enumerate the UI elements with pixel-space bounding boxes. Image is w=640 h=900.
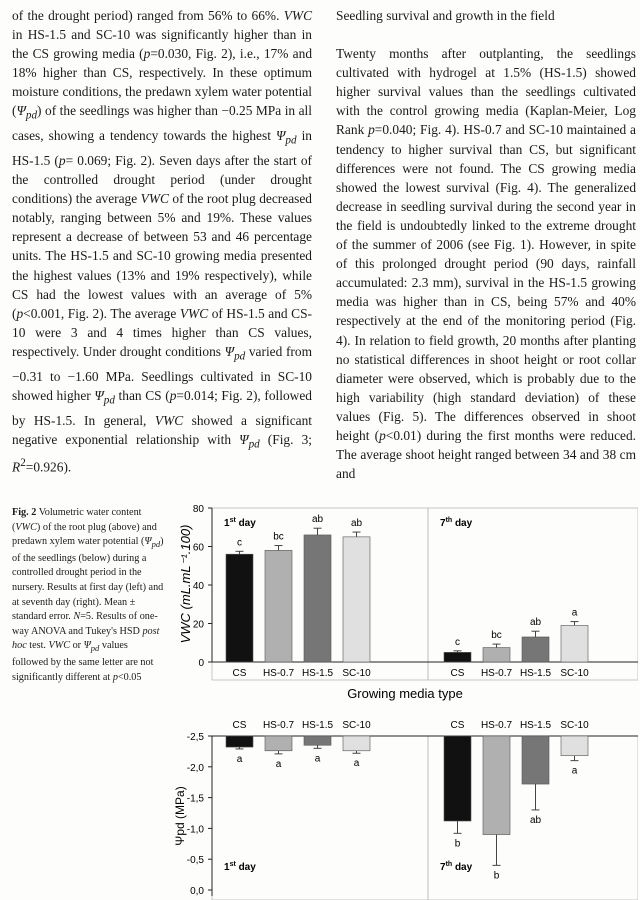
bar-CS [444,736,471,821]
right-text-column [336,6,636,483]
vwc-y-axis-label: VWC (mL.mL⁻¹.100) [178,524,193,644]
significance-letter: a [236,753,243,765]
x-tick-label: SC-10 [560,668,589,679]
x-tick-label: SC-10 [560,720,589,731]
x-tick-label: HS-0.7 [480,720,513,731]
significance-letter: ab [529,617,542,629]
x-tick-label: HS-0.7 [480,668,513,679]
significance-letter: bc [273,531,284,543]
significance-letter: c [455,636,460,648]
bar-HS-0.7 [483,648,510,662]
x-tick-label: CS [232,668,247,679]
x-tick-label: SC-10 [342,668,371,679]
x-tick-label: CS [450,668,465,679]
bar-SC-10 [343,537,370,662]
y-tick-label: 0,0 [190,886,204,897]
significance-letter: b [493,870,500,882]
y-tick-label: 60 [192,542,204,554]
panel-day-label: 1st day [224,861,256,873]
y-tick-label: 0 [198,658,204,669]
left-text-column [12,6,312,477]
y-tick-label: -0,5 [186,855,204,867]
y-tick-label: 80 [192,504,204,515]
bar-HS-0.7 [483,736,510,835]
x-tick-label: HS-1.5 [519,668,552,679]
bar-HS-1.5 [304,535,331,662]
x-tick-label: HS-1.5 [519,720,552,731]
x-tick-label: CS [450,720,465,731]
bar-CS [444,652,471,662]
x-tick-label: HS-1.5 [301,720,334,731]
significance-letter: ab [350,518,363,530]
significance-letter: a [571,765,578,777]
significance-letter: a [353,758,360,770]
psi-y-axis-label: Ψpd (MPa) [173,786,187,846]
left-paragraph: of the drought period) ranged from 56% to 66%. VWC in HS-1.5 and SC-10 was significantly higher than in the CS growing media (p=0.030, Fig. 2), i.e., 17% and 18% higher than CS, respectively. In these optimum moisture conditions, the predawn xylem water potential $(\Psi_{pd})$ of the seedlings was higher than −0.25 MPa in all cases, showing a tendency towards the highest $\Psi_{pd}$ in HS-1.5 (p= 0.069; Fig. 2). Seven days after the start of the controlled drought period (under drought conditions) the average VWC of the root plug decreased notably, ranging between 5% and 19%. These values represent a decrease of between 53 and 46 percentage units. The HS-1.5 and SC-10 growing media presented the highest values (13% and 19% respectively), while CS had the lowest values with an average of 5% (p<0.001, Fig. 2). The average VWC of HS-1.5 and CS-10 were 3 and 4 times higher than CS values, respectively. Under drought conditions $\Psi_{pd}$ varied from −0.31 to −1.60 MPa. Seedlings cultivated in SC-10 showed higher $\Psi_{pd}$ than CS (p=0.014; Fig. 2), followed by HS-1.5. In general, VWC showed a significant negative exponential relationship with $\Psi_{pd}$ (Fig. 3; $R^2=0.926$). [12,8,313,475]
x-tick-label: SC-10 [342,720,371,731]
x-axis-label: Growing media type [347,686,463,701]
significance-letter: a [275,758,282,770]
y-tick-label: -1,0 [186,824,204,836]
bar-CS [226,736,253,747]
significance-letter: ab [311,514,324,526]
x-tick-label: HS-0.7 [262,668,295,679]
y-tick-label: -2,5 [186,732,204,743]
panel-day-label: 7th day [440,861,473,873]
right-paragraph: Twenty months after outplanting, the seedlings cultivated with hydrogel at 1.5% (HS-1.5) showed higher survival values than the seedlings cultivated with the control growing media (Kaplan-Meier, Log Rank p=0.040; Fig. 4). HS-0.7 and SC-10 maintained a tendency to higher survival than CS, but significant differences were not found. The CS growing media showed the lowest survival (Fig. 4). The generalized decrease in seedling survival during the second year in the field is undoubtedly linked to the extreme drought of the summer of 2006 (see Fig. 1). However, in spite of this prolonged drought period (90 days, rainfall accumulated: 2.3 mm), survival in the HS-1.5 growing media was higher than in CS, being 57% and 40% respectively at the end of the monitoring period (Fig. 4). In relation to field growth, 20 months after planting no statistical differences in shoot height or root collar diameter were observed, which is probably due to the high variability (high standard deviation) of these values (Fig. 5). The differences observed in shoot height (p<0.01) during the first months were reduced. The average shoot height ranged between 34 and 38 cm and [336,46,637,482]
bar-HS-0.7 [265,736,292,751]
significance-letter: bc [491,630,502,642]
y-tick-label: -1,5 [186,793,204,805]
x-tick-label: HS-1.5 [301,668,334,679]
panel-day-label: 7th day [440,517,473,529]
bar-HS-0.7 [265,550,292,662]
bar-HS-1.5 [304,736,331,745]
figure-caption: Fig. 2 Volumetric water content (VWC) of the root plug (above) and predawn xylem water potential $(\Psi_{pd})$ of the seedlings (below) during a controlled drought period in the nursery. Results at first day (left) and at seventh day (right). Mean ± standard error. N=5. Results of one-way ANOVA and Tukey's HSD post hoc test. VWC or $\Psi_{pd}$ values followed by the same letter are not significantly different at p<0.05 [12,507,164,683]
significance-letter: a [571,607,578,619]
y-tick-label: 20 [192,619,204,631]
section-heading: Seedling survival and growth in the field [336,8,555,23]
y-tick-label: 40 [192,581,204,592]
bar-HS-1.5 [522,637,549,662]
bar-SC-10 [561,736,588,756]
x-tick-label: HS-0.7 [262,720,295,731]
bar-CS [226,554,253,662]
significance-letter: b [454,838,461,850]
x-tick-label: CS [232,720,247,731]
y-tick-label: -2,0 [186,762,204,774]
significance-letter: a [314,753,321,765]
bar-HS-1.5 [522,736,549,784]
bar-SC-10 [561,625,588,662]
bar-SC-10 [343,736,370,751]
significance-letter: c [237,537,242,549]
figure-2-chart [172,498,638,900]
significance-letter: ab [529,814,542,826]
panel-day-label: 1st day [224,517,256,529]
